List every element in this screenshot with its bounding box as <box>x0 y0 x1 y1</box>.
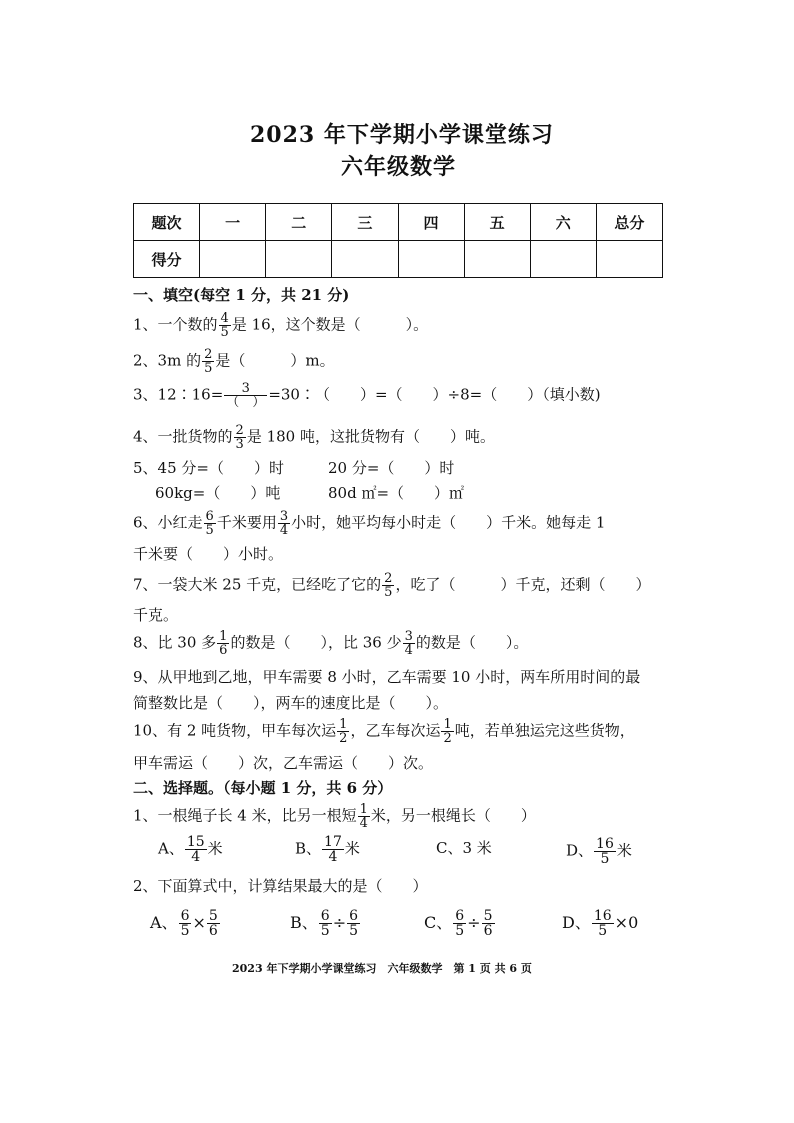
table-cell: 四 <box>398 204 464 241</box>
fraction <box>185 835 207 864</box>
question-2-2: 2、下面算式中，计算结果最大的是（ ） <box>133 877 428 895</box>
fraction-denominator: 4 <box>279 523 289 538</box>
question-2-1 <box>133 803 536 830</box>
fraction <box>202 348 214 375</box>
fraction-numerator: 1 <box>359 802 368 817</box>
fraction-denominator: 4 <box>404 643 413 658</box>
question-1-9-line2: 简整数比是（ ），两车的速度比是（ ）。 <box>133 694 449 712</box>
fraction <box>382 572 394 599</box>
fraction <box>347 909 360 938</box>
fraction-numerator: 1 <box>219 629 228 644</box>
fraction <box>337 718 349 745</box>
option-label: D、 <box>562 913 591 932</box>
fraction <box>594 837 616 866</box>
text: 8、比 30 多 <box>133 633 217 652</box>
fraction-numerator: 6 <box>320 908 330 924</box>
operator: × <box>192 913 206 932</box>
option-c[interactable]: C、3 米 <box>436 839 492 857</box>
question-1-5-a: 5、45 分=（ ）时 <box>133 459 284 477</box>
table-cell: 三 <box>332 204 398 241</box>
fraction-denominator: 6 <box>483 923 493 939</box>
option-c[interactable] <box>424 909 496 938</box>
fraction-denominator: 5 <box>384 585 393 600</box>
fraction-denominator: 5 <box>205 523 214 538</box>
fraction-denominator: 5 <box>349 923 359 939</box>
text: 是 16，这个数是（ ）。 <box>231 315 429 334</box>
fraction-denominator: 3 <box>235 437 244 452</box>
text: 米，另一根绳长（ ） <box>370 806 536 825</box>
fraction-numerator: 15 <box>186 834 205 850</box>
table-cell: 题次 <box>134 204 200 241</box>
question-1-5-b: 20 分=（ ）时 <box>328 459 455 477</box>
text: 1、一个数的 <box>133 315 218 334</box>
fraction <box>441 718 453 745</box>
question-1-10-line2: 甲车需运（ ）次，乙车需运（ ）次。 <box>133 754 434 772</box>
fraction <box>278 510 290 537</box>
table-cell: 二 <box>266 204 332 241</box>
score-input-cell[interactable] <box>332 241 398 278</box>
fraction-denominator: 4 <box>359 816 368 831</box>
fraction-numerator: 5 <box>483 908 493 924</box>
fraction-numerator: 1 <box>339 717 348 732</box>
section1-title: 一、填空(每空 1 分，共 21 分) <box>133 286 350 304</box>
option-d[interactable] <box>562 909 638 938</box>
text: ，乙车每次运 <box>350 721 441 740</box>
fraction <box>179 909 192 938</box>
page-title: 2023 年下学期小学课堂练习 <box>250 122 554 148</box>
fraction <box>403 630 415 657</box>
fraction-numerator: 6 <box>205 509 214 524</box>
question-1-7-line2: 千克。 <box>133 606 179 624</box>
operator: ÷ <box>332 913 347 932</box>
text: 的数是（ ），比 36 少 <box>230 633 402 652</box>
fraction-denominator: 5 <box>455 923 465 939</box>
text: 1、一根绳子长 4 米，比另一根短 <box>133 806 357 825</box>
fraction-denominator: 6 <box>208 923 218 939</box>
score-input-cell[interactable] <box>530 241 596 278</box>
option-label: D、 <box>566 841 594 860</box>
question-1-4 <box>133 424 495 451</box>
fraction <box>319 909 332 938</box>
text: ，吃了（ ）千克，还剩（ ） <box>395 575 651 594</box>
option-label: A、 <box>150 913 178 932</box>
score-table <box>133 203 663 278</box>
question-1-3 <box>133 382 601 409</box>
question-1-1 <box>133 312 428 339</box>
unit: 米 <box>344 839 360 858</box>
question-1-5-c: 60kg=（ ）吨 <box>155 484 281 502</box>
question-1-8 <box>133 630 528 657</box>
fraction-denominator: 5 <box>320 923 330 939</box>
fraction-numerator: 16 <box>593 908 612 924</box>
question-1-6-line2: 千米要（ ）小时。 <box>133 545 284 563</box>
fraction-numerator: 2 <box>204 347 213 362</box>
unit: 米 <box>207 839 223 858</box>
fraction <box>482 909 495 938</box>
fraction-denominator: （ ） <box>226 395 266 410</box>
table-cell: 五 <box>464 204 530 241</box>
fraction <box>217 630 229 657</box>
fraction-numerator: 16 <box>596 836 614 852</box>
fraction-numerator: 2 <box>384 571 393 586</box>
table-cell: 一 <box>200 204 266 241</box>
fraction-numerator: 4 <box>220 311 229 326</box>
score-input-cell[interactable] <box>596 241 662 278</box>
option-label: B、 <box>290 913 318 932</box>
text: 3、12∶16= <box>133 385 224 404</box>
text: 是 180 吨，这批货物有（ ）吨。 <box>246 427 495 446</box>
text: 6、小红走 <box>133 513 203 532</box>
score-input-cell[interactable] <box>464 241 530 278</box>
fraction-numerator: 6 <box>455 908 465 924</box>
text: 吨，若单独运完这些货物， <box>454 721 635 740</box>
page-footer: 2023 年下学期小学课堂练习 六年级数学 第 1 页 共 6 页 <box>232 962 532 975</box>
score-input-cell[interactable] <box>200 241 266 278</box>
text: 4、一批货物的 <box>133 427 233 446</box>
question-1-9-line1: 9、从甲地到乙地，甲车需要 8 小时，乙车需要 10 小时，两车所用时间的最 <box>133 668 641 686</box>
fraction-numerator: 5 <box>208 908 218 924</box>
table-cell: 得分 <box>134 241 200 278</box>
question-1-5-d: 80d ㎡=（ ）㎡ <box>328 484 465 502</box>
fraction-denominator: 4 <box>322 849 344 864</box>
text: 千米要用 <box>216 513 277 532</box>
question-1-2 <box>133 348 335 375</box>
fraction-numerator: 1 <box>443 717 452 732</box>
option-label: B、 <box>295 839 322 858</box>
operator: ÷ <box>467 913 481 932</box>
option-b[interactable] <box>290 909 361 938</box>
text: 小时，她平均每小时走（ ）千米。她每走 1 <box>291 513 606 532</box>
fraction <box>219 312 231 339</box>
text: 7、一袋大米 25 千克，已经吃了它的 <box>133 575 382 594</box>
fraction <box>358 803 370 830</box>
unit: 米 <box>616 841 632 860</box>
score-header-row <box>134 204 663 241</box>
text: 的数是（ ）。 <box>415 633 529 652</box>
option-a[interactable] <box>150 909 221 938</box>
question-1-6 <box>133 510 605 537</box>
fraction <box>207 909 220 938</box>
fraction-denominator: 5 <box>594 851 616 866</box>
fraction <box>224 382 267 409</box>
question-1-10 <box>133 718 635 745</box>
table-cell: 总分 <box>596 204 662 241</box>
fraction-numerator: 3 <box>279 509 289 524</box>
question-1-7 <box>133 572 650 599</box>
text: 10、有 2 吨货物，甲车每次运 <box>133 721 337 740</box>
text: 2、3m 的 <box>133 351 202 370</box>
fraction-denominator: 5 <box>592 923 614 938</box>
fraction-numerator: 6 <box>180 908 190 924</box>
score-input-cell[interactable] <box>266 241 332 278</box>
fraction <box>322 835 344 864</box>
text: 是（ ）m。 <box>215 351 335 370</box>
fraction-denominator: 2 <box>339 731 348 746</box>
section2-title: 二、选择题。（每小题 1 分，共 6 分） <box>133 779 393 797</box>
fraction-numerator: 6 <box>349 908 359 924</box>
fraction <box>592 909 614 938</box>
option-label: A、 <box>158 839 184 858</box>
fraction-numerator: 3 <box>404 629 413 644</box>
fraction-denominator: 5 <box>220 325 229 340</box>
fraction-numerator: 2 <box>235 423 244 438</box>
table-cell: 六 <box>530 204 596 241</box>
fraction-denominator: 5 <box>180 923 190 939</box>
fraction-denominator: 2 <box>443 731 452 746</box>
operator: ×0 <box>614 913 639 932</box>
fraction-denominator: 6 <box>219 643 228 658</box>
option-b[interactable] <box>295 835 360 864</box>
option-a[interactable] <box>158 835 223 864</box>
score-value-row <box>134 241 663 278</box>
fraction-numerator: 17 <box>324 834 342 850</box>
option-d[interactable] <box>566 837 632 866</box>
page-subtitle: 六年级数学 <box>341 154 457 180</box>
fraction-numerator: 3 <box>241 381 250 396</box>
fraction <box>453 909 466 938</box>
fraction-denominator: 5 <box>204 361 213 376</box>
fraction <box>204 510 216 537</box>
fraction-denominator: 4 <box>185 849 207 864</box>
fraction <box>234 424 246 451</box>
text: =30∶（ ）=（ ）÷8=（ ）（填小数) <box>268 385 601 404</box>
score-input-cell[interactable] <box>398 241 464 278</box>
option-label: C、 <box>424 913 453 932</box>
